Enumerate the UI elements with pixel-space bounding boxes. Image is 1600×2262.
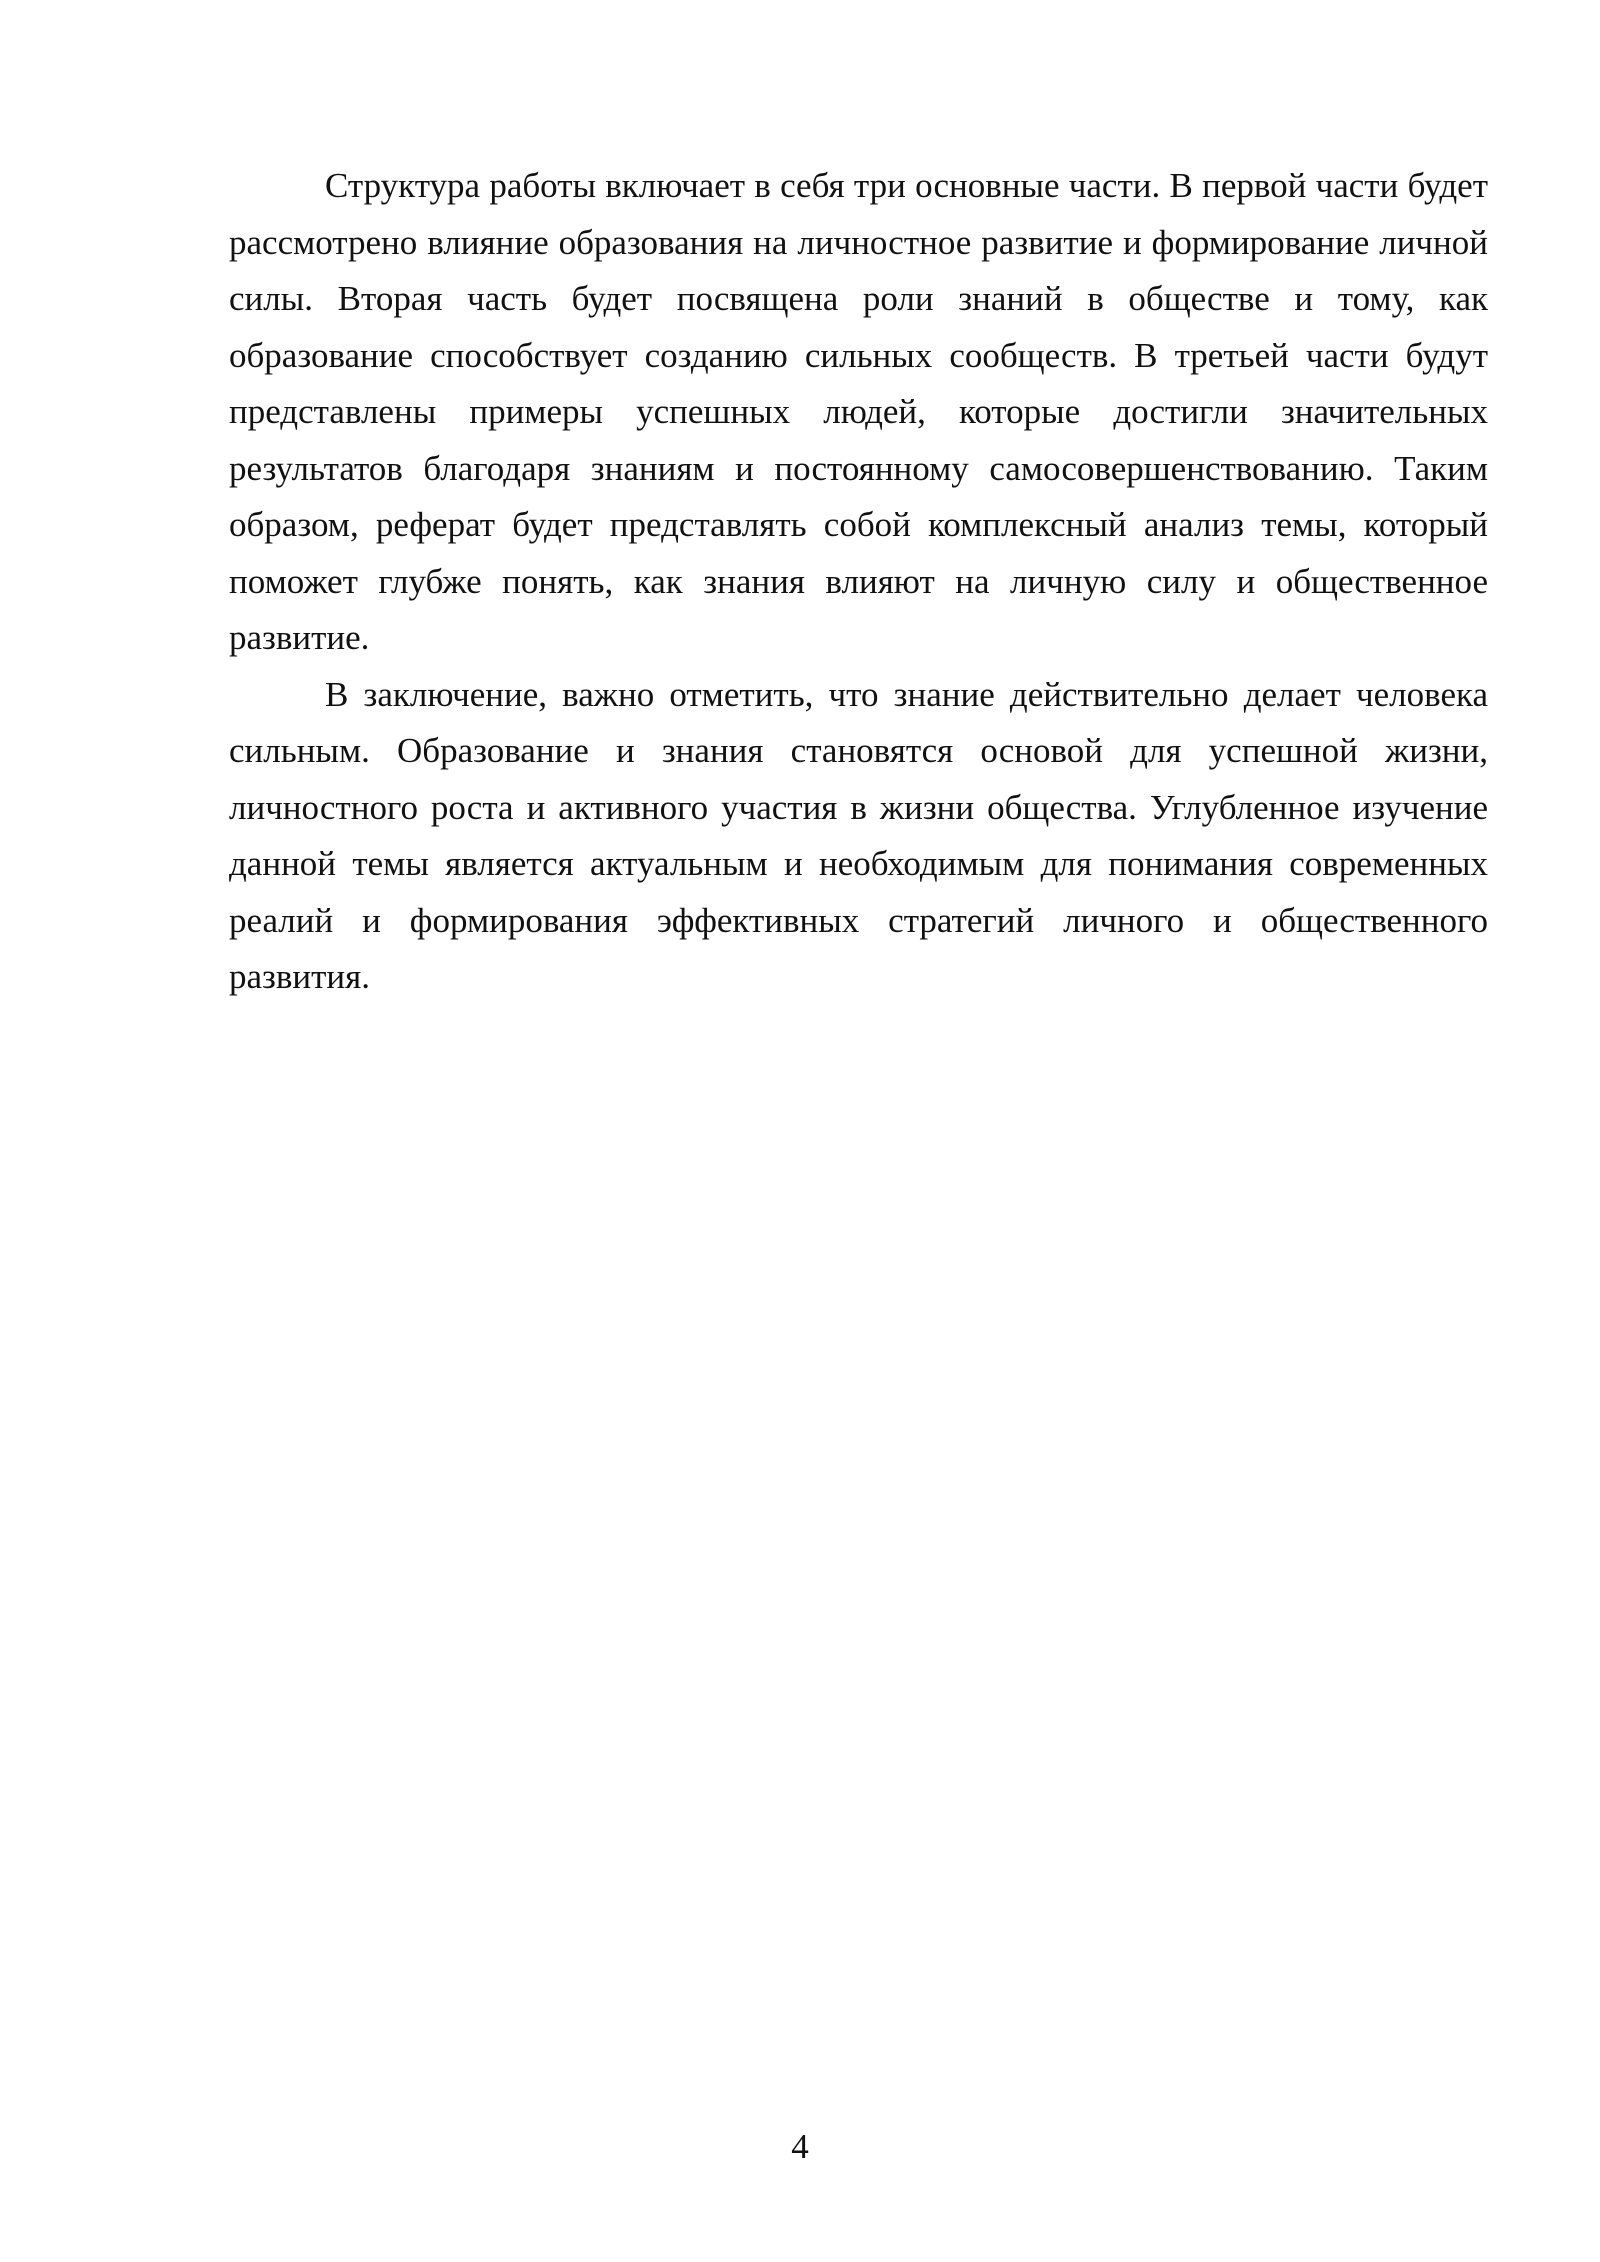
paragraph-conclusion: В заключение, важно отметить, что знание действительно делает человека сильным. Образование и знания становятся основой для успешной жизни, личностного роста и активного участия в жизни общества. Углубленное изучение данной темы является актуальным и необходимым для понимания современных реалий и формирования эффективных стратегий личного и общественного развития. <box>229 674 1488 996</box>
body-text <box>229 158 1488 1006</box>
page-number: 4 <box>791 2127 809 2166</box>
paragraph-structure: Структура работы включает в себя три основные части. В первой части будет рассмотрено влияние образования на личностное развитие и формирование личной силы. Вторая часть будет посвящена роли знаний в обществе и тому, как образование способствует созданию сильных сообществ. В третьей части будут представлены примеры успешных людей, которые достигли значительных результатов благодаря знаниям и постоянному самосовершенствованию. Таким образом, реферат будет представлять собой комплексный анализ темы, который поможет глубже понять, как знания влияют на личную силу и общественное развитие. <box>229 166 1488 657</box>
